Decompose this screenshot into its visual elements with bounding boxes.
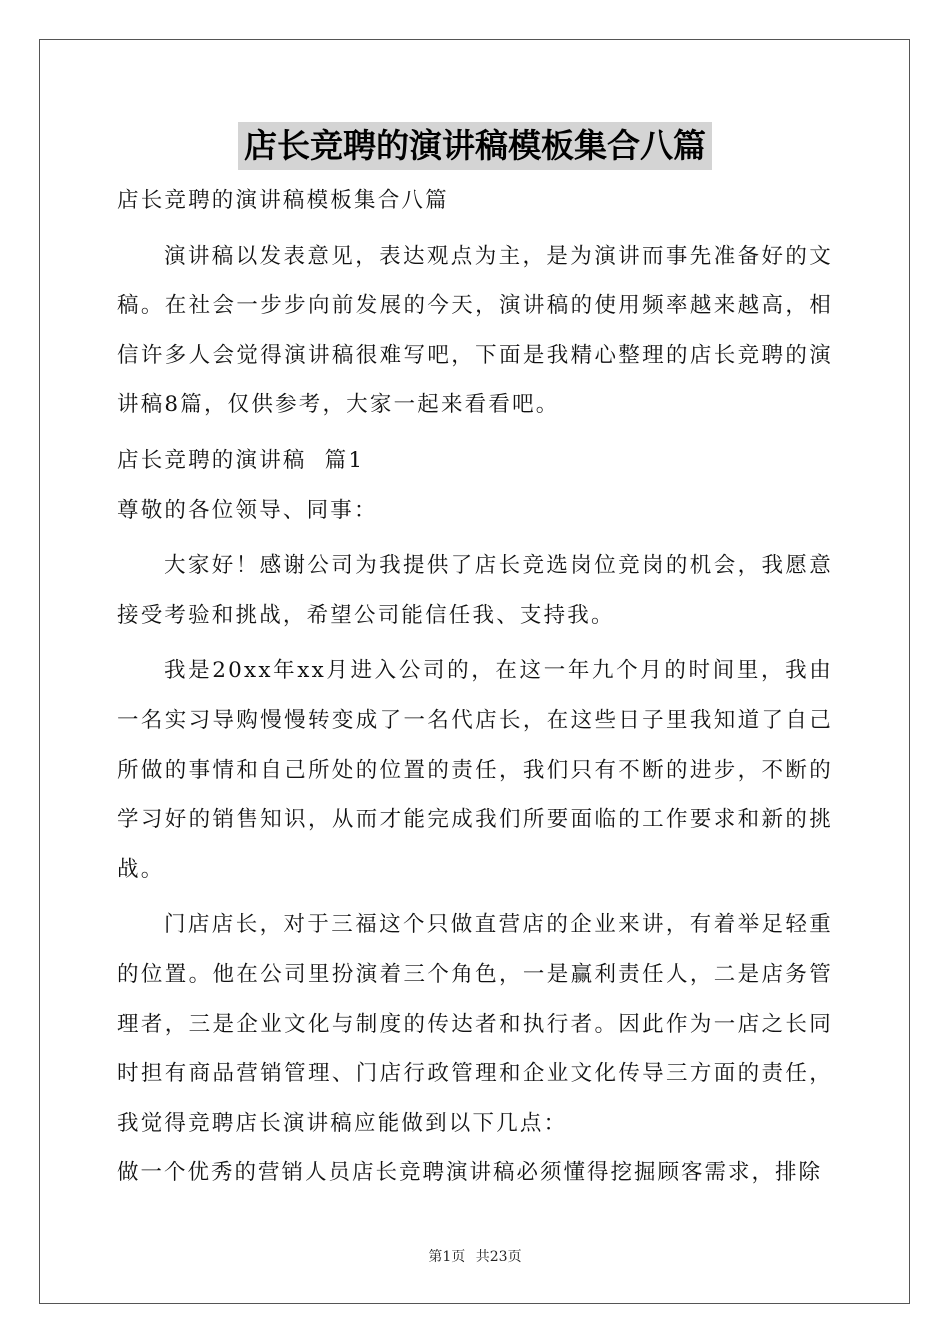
document-subtitle: 店长竞聘的演讲稿模板集合八篇 — [117, 188, 449, 213]
salutation: 尊敬的各位领导、同事： — [117, 497, 378, 523]
title-container — [0, 122, 950, 170]
document-body — [117, 176, 833, 1198]
section-heading: 店长竞聘的演讲稿 篇1 — [117, 447, 365, 473]
page-number: 第1页 — [428, 1249, 466, 1265]
body-paragraph: 门店店长，对于三福这个只做直营店的企业来讲，有着举足轻重的位置。他在公司里扮演着三个角色，一是赢利责任人，二是店务管理者，三是企业文化与制度的传达者和执行者。因此作为一店之长同时担有商品营销管理、门店行政管理和企业文化传导三方面的责任，我觉得竞聘店长演讲稿应能做到以下几点： — [117, 912, 833, 1136]
intro-paragraph: 演讲稿以发表意见，表达观点为主，是为演讲而事先准备好的文稿。在社会一步步向前发展的今天，演讲稿的使用频率越来越高，相信许多人会觉得演讲稿很难写吧，下面是我精心整理的店长竞聘的演讲稿8篇，仅供参考，大家一起来看看吧。 — [117, 243, 833, 418]
body-paragraph: 大家好！感谢公司为我提供了店长竞选岗位竞岗的机会，我愿意接受考验和挑战，希望公司能信任我、支持我。 — [117, 553, 833, 628]
document-title: 店长竞聘的演讲稿模板集合八篇 — [238, 122, 712, 170]
page-total: 共23页 — [475, 1249, 522, 1265]
body-paragraph: 我是20xx年xx月进入公司的，在这一年九个月的时间里，我由一名实习导购慢慢转变成了一名代店长，在这些日子里我知道了自己所做的事情和自己所处的位置的责任，我们只有不断的进步，不断的学习好的销售知识，从而才能完成我们所要面临的工作要求和新的挑战。 — [117, 658, 833, 882]
page-footer — [0, 1246, 950, 1266]
last-line: 做一个优秀的营销人员店长竞聘演讲稿必须懂得挖掘顾客需求，排除 — [117, 1160, 823, 1186]
